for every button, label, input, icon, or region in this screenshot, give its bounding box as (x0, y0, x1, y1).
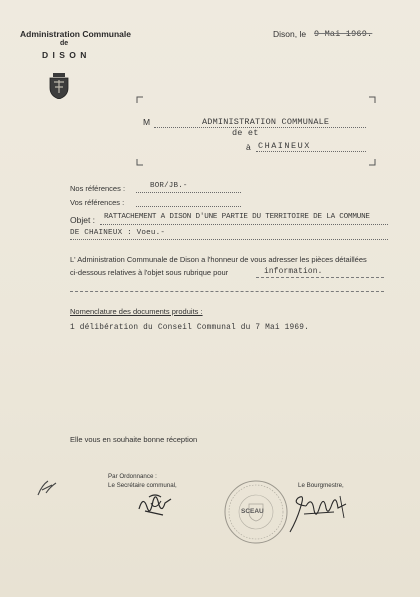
recipient-title: M (143, 117, 151, 127)
recipient-line-1: ADMINISTRATION COMMUNALE (202, 117, 330, 127)
place-date-label: Dison, le (273, 29, 307, 39)
objet-line-1: RATTACHEMENT A DISON D'UNE PARTIE DU TERRITOIRE DE LA COMMUNE (104, 213, 370, 221)
secretaire-title: Le Secrétaire communal, (108, 482, 177, 489)
closing-text: Elle vous en souhaite bonne réception (70, 435, 198, 444)
body-line-2-value: information. (264, 268, 323, 276)
mayor-signature (284, 488, 354, 536)
objet-label: Objet : (70, 215, 96, 225)
recipient-dotted-line (154, 127, 366, 128)
nomenclature-heading: Nomenclature des documents produits : (70, 307, 203, 316)
initials-mark (36, 479, 58, 497)
coat-of-arms-icon (48, 73, 70, 99)
administration-heading: Administration Communale (20, 29, 131, 39)
body-line-1: L' Administration Communale de Dison a l'honneur de vous adresser les pièces détaillées (70, 255, 367, 264)
body-line-2-prefix: ci-dessous relatives à l'objet sous rubrique pour (70, 268, 229, 277)
body-blank-rule (70, 291, 384, 292)
objet-line-1-rule (100, 224, 388, 225)
recipient-line-2: de et (232, 128, 259, 138)
nos-references-value: BOR/JB.- (150, 182, 188, 190)
municipal-seal-stamp (222, 478, 290, 546)
window-corner-mark (136, 96, 144, 104)
par-ordonnance: Par Ordonnance : (108, 473, 157, 480)
secretary-signature (135, 489, 175, 519)
commune-name: D I S O N (42, 50, 88, 60)
recipient-city: CHAINEUX (258, 141, 311, 151)
recipient-city-line (256, 151, 366, 152)
window-corner-mark (136, 158, 144, 166)
bourgmestre-title: Le Bourgmestre, (298, 482, 344, 489)
nomenclature-item-1: 1 délibération du Conseil Communal du 7 Mai 1969. (70, 324, 310, 332)
objet-line-2-rule (70, 239, 388, 240)
vos-references-label: Vos références : (70, 198, 125, 207)
body-line-2-rule (256, 277, 384, 278)
seal-label: SCEAU (241, 508, 264, 515)
nos-references-line (136, 192, 241, 193)
window-corner-mark (368, 96, 376, 104)
nos-references-label: Nos références : (70, 184, 126, 193)
administration-de: de (60, 40, 69, 47)
letter-date: 9 Mai 1969. (314, 29, 373, 39)
window-corner-mark (368, 158, 376, 166)
objet-line-2: DE CHAINEUX : Voeu.- (70, 229, 166, 237)
recipient-a: à (246, 142, 251, 152)
vos-references-line (136, 206, 241, 207)
